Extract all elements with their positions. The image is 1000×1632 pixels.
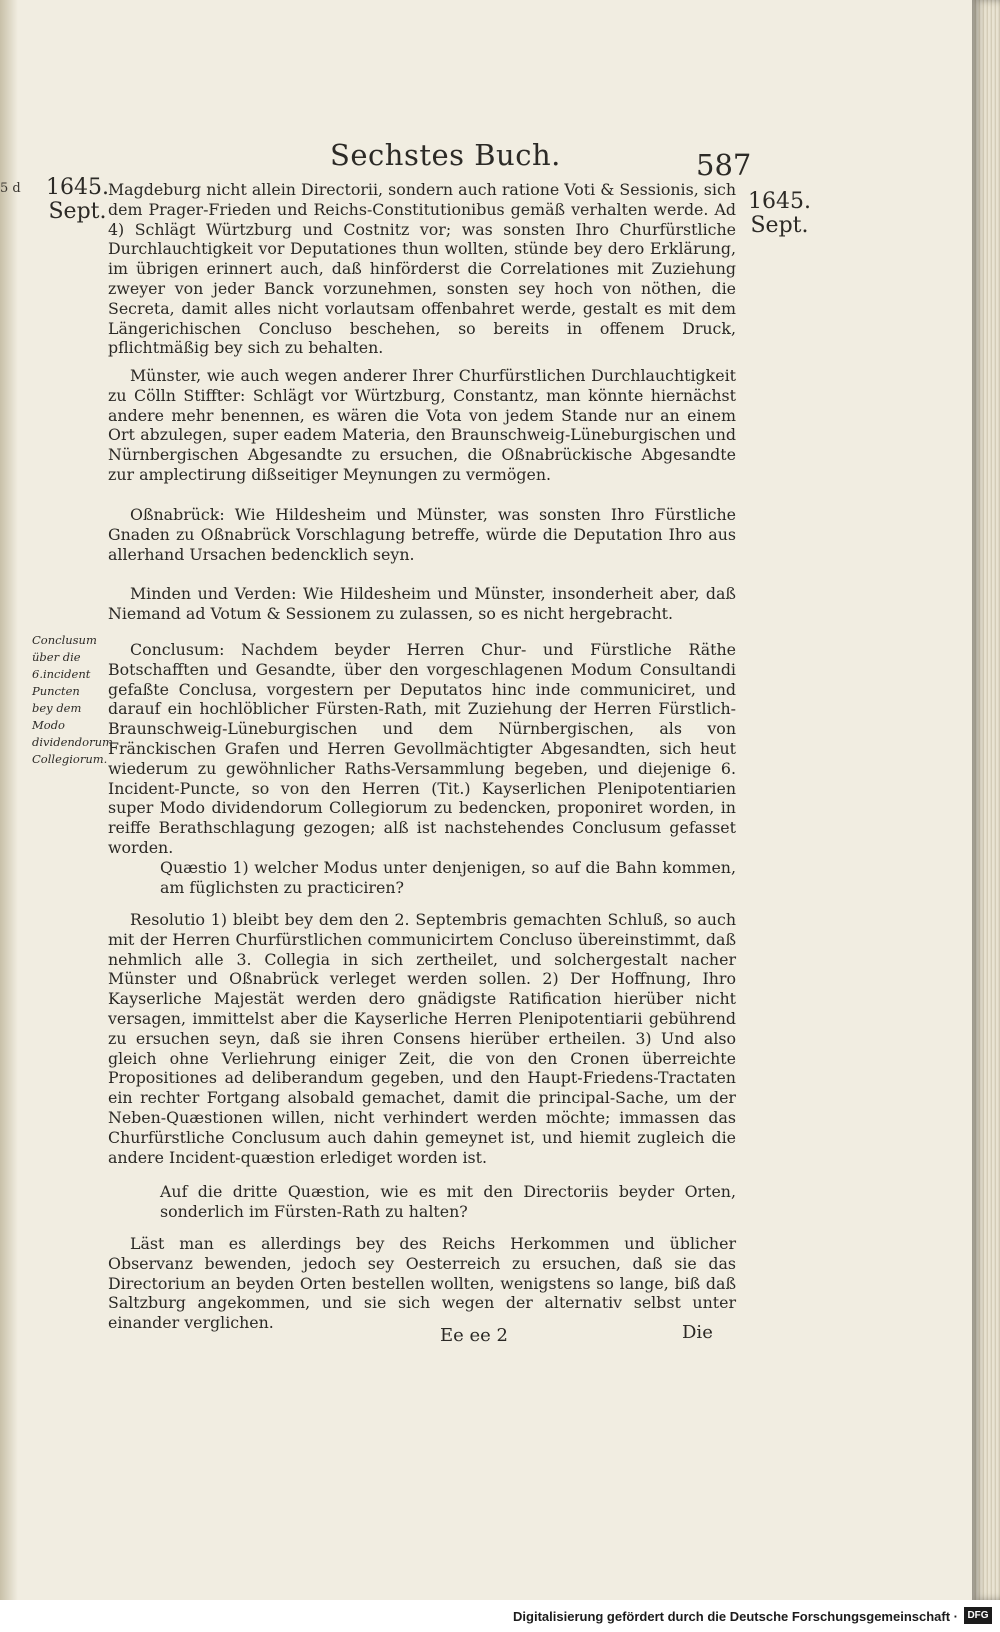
- book-edge: [972, 0, 1000, 1600]
- marginal-note: Conclusum über die 6.incident Puncten bey dem Modo dividendorum Collegiorum.: [32, 633, 113, 766]
- paragraph-2: Münster, wie auch wegen anderer Ihrer Churfürstlichen Durchlauchtigkeit zu Cölln Stiffter: Schlägt vor Würtzburg, Constantz, man könnte hiernächst andere mehr benennen, es wären die Vota von jedem Stande nur an einem Ort abzulegen, super eadem Materia, den Braunschweig-Lüneburgischen und Nürnbergischen Abgesandte zu ersuchen, die Oßnabrückische Abgesandte zur amplectirung dißseitiger Meynungen zu vermögen.: [108, 366, 736, 484]
- paragraph-3: Oßnabrück: Wie Hildesheim und Münster, was sonsten Ihro Fürstliche Gnaden zu Oßnabrück Vorschlagung betreffe, würde die Deputation Ihro aus allerhand Ursachen bedencklich seyn.: [108, 505, 736, 564]
- paragraph-7: Läst man es allerdings bey des Reichs Herkommen und üblicher Observanz bewenden, jedoch sey Oesterreich zu ersuchen, daß sie das Directorium an beyden Orten bestellen wollten, wenigstens so lange, biß daß Saltzburg angekommen, und sie sich wegen der alternativ selbst unter einander verglichen.: [108, 1234, 736, 1333]
- signature-mark: Ee ee 2: [440, 1325, 508, 1346]
- body-block-9: [108, 1234, 736, 1333]
- conclusum-paragraph: Conclusum: Nachdem beyder Herren Chur- und Fürstliche Räthe Botschafften und Gesandte, über den vorgeschlagenen Modum Consultandi gefaßte Conclusa, vorgestern per Deputatos hinc inde communiciret, und darauf ein hochlöblicher Fürsten-Rath, mit Zuziehung der Herren Fürstlich-Braunschweig-Lüneburgischen und dem Nürnbergischen, als von Fränckischen Grafen und Herren Gevollmächtigter Abgesandten, sich heut wiederum zu gewöhnlicher Raths-Versammlung begeben, und diejenige 6. Incident-Puncte, so von den Herren (Tit.) Kayserlichen Plenipotentiarien super Modo dividendorum Collegiorum zu bedencken, proponiret worden, in reiffe Berathschlagung gezogen; alß ist nachstehendes Conclusum gefasset worden.: [108, 640, 736, 857]
- body-block-5: [108, 640, 736, 858]
- body-block-7: [108, 910, 736, 1167]
- catch-word: Die: [682, 1322, 713, 1343]
- question-1: Quæstio 1) welcher Modus unter denjenigen, so auf die Bahn kommen, am füglichsten zu practiciren?: [160, 858, 736, 897]
- margin-year-right: 1645.: [748, 189, 811, 214]
- funding-credit: Digitalisierung gefördert durch die Deutsche Forschungsgemeinschaft ·: [513, 1609, 958, 1624]
- paragraph-4: Minden und Verden: Wie Hildesheim und Münster, insonderheit aber, daß Niemand ad Votum & Sessionem zu zulassen, so es nicht hergebracht.: [108, 584, 736, 623]
- paragraph-1: Magdeburg nicht allein Directorii, sondern auch ratione Voti & Sessionis, sich dem Prager-Frieden und Reichs-Constitutionibus gemäß verhalten werde. Ad 4) Schlägt Würtzburg und Costnitz vor; was sonsten Ihro Churfürstliche Durchlauchtigkeit vor Deputationes thun wollten, stünde bey dero Erklärung, im übrigen erinnert auch, daß hinförderst die Correlationes mit Zuziehung zweyer von jeder Banck vorzunehmen, sonsten sey hoch von nöthen, die Secreta, damit alles nicht vorlautsam offenbahret werde, gestalt es mit dem Längerichischen Concluso beschehen, so bereits in offenem Druck, pflichtmäßig bey sich zu behalten.: [108, 180, 736, 358]
- digitization-footer: [0, 1600, 1000, 1632]
- margin-date-right: [748, 190, 811, 238]
- question-2: Auf die dritte Quæstion, wie es mit den Directoriis beyder Orten, sonderlich im Fürsten-Rath zu halten?: [160, 1182, 736, 1221]
- body-block-6: [108, 858, 736, 898]
- body-block-4: [108, 584, 736, 624]
- margin-date-left: [46, 176, 109, 224]
- left-edge-marks: 5 d: [0, 181, 21, 196]
- body-block-3: [108, 505, 736, 564]
- body-block-1: [108, 180, 736, 358]
- body-block-8: [108, 1182, 736, 1222]
- page-number: 587: [696, 148, 752, 182]
- margin-year-left: 1645.: [46, 175, 109, 200]
- body-block-2: [108, 366, 736, 485]
- margin-month-left: Sept.: [48, 199, 107, 224]
- margin-month-right: Sept.: [750, 213, 809, 238]
- dfg-logo: DFG: [964, 1607, 992, 1624]
- gutter-shadow: [0, 0, 18, 1600]
- resolution-paragraph: Resolutio 1) bleibt bey dem den 2. Septembris gemachten Schluß, so auch mit der Herren Churfürstlichen communicirtem Concluso übereinstimmt, daß nehmlich alle 3. Collegia in sich zertheilet, und solchergestalt nacher Münster und Oßnabrück verleget werden sollen. 2) Der Hoffnung, Ihro Kayserliche Majestät werden dero gnädigste Ratification hierüber nicht versagen, immittelst aber die Kayserliche Herren Plenipotentiarii gebührend zu ersuchen seyn, daß sie ihren Consens hierüber ertheilen. 3) Und also gleich ohne Verliehrung einiger Zeit, die von den Cronen überreichte Propositiones ad deliberandum gegeben, und den Haupt-Friedens-Tractaten ein rechter Fortgang alsobald gemachet, damit die principal-Sache, um der Neben-Quæstionen willen, nicht verhindert werden möchte; immassen das Churfürstliche Conclusum auch dahin gemeynet ist, und hiemit zugleich die andere Incident-quæstion erlediget worden ist.: [108, 910, 736, 1167]
- running-head: Sechstes Buch.: [330, 138, 561, 172]
